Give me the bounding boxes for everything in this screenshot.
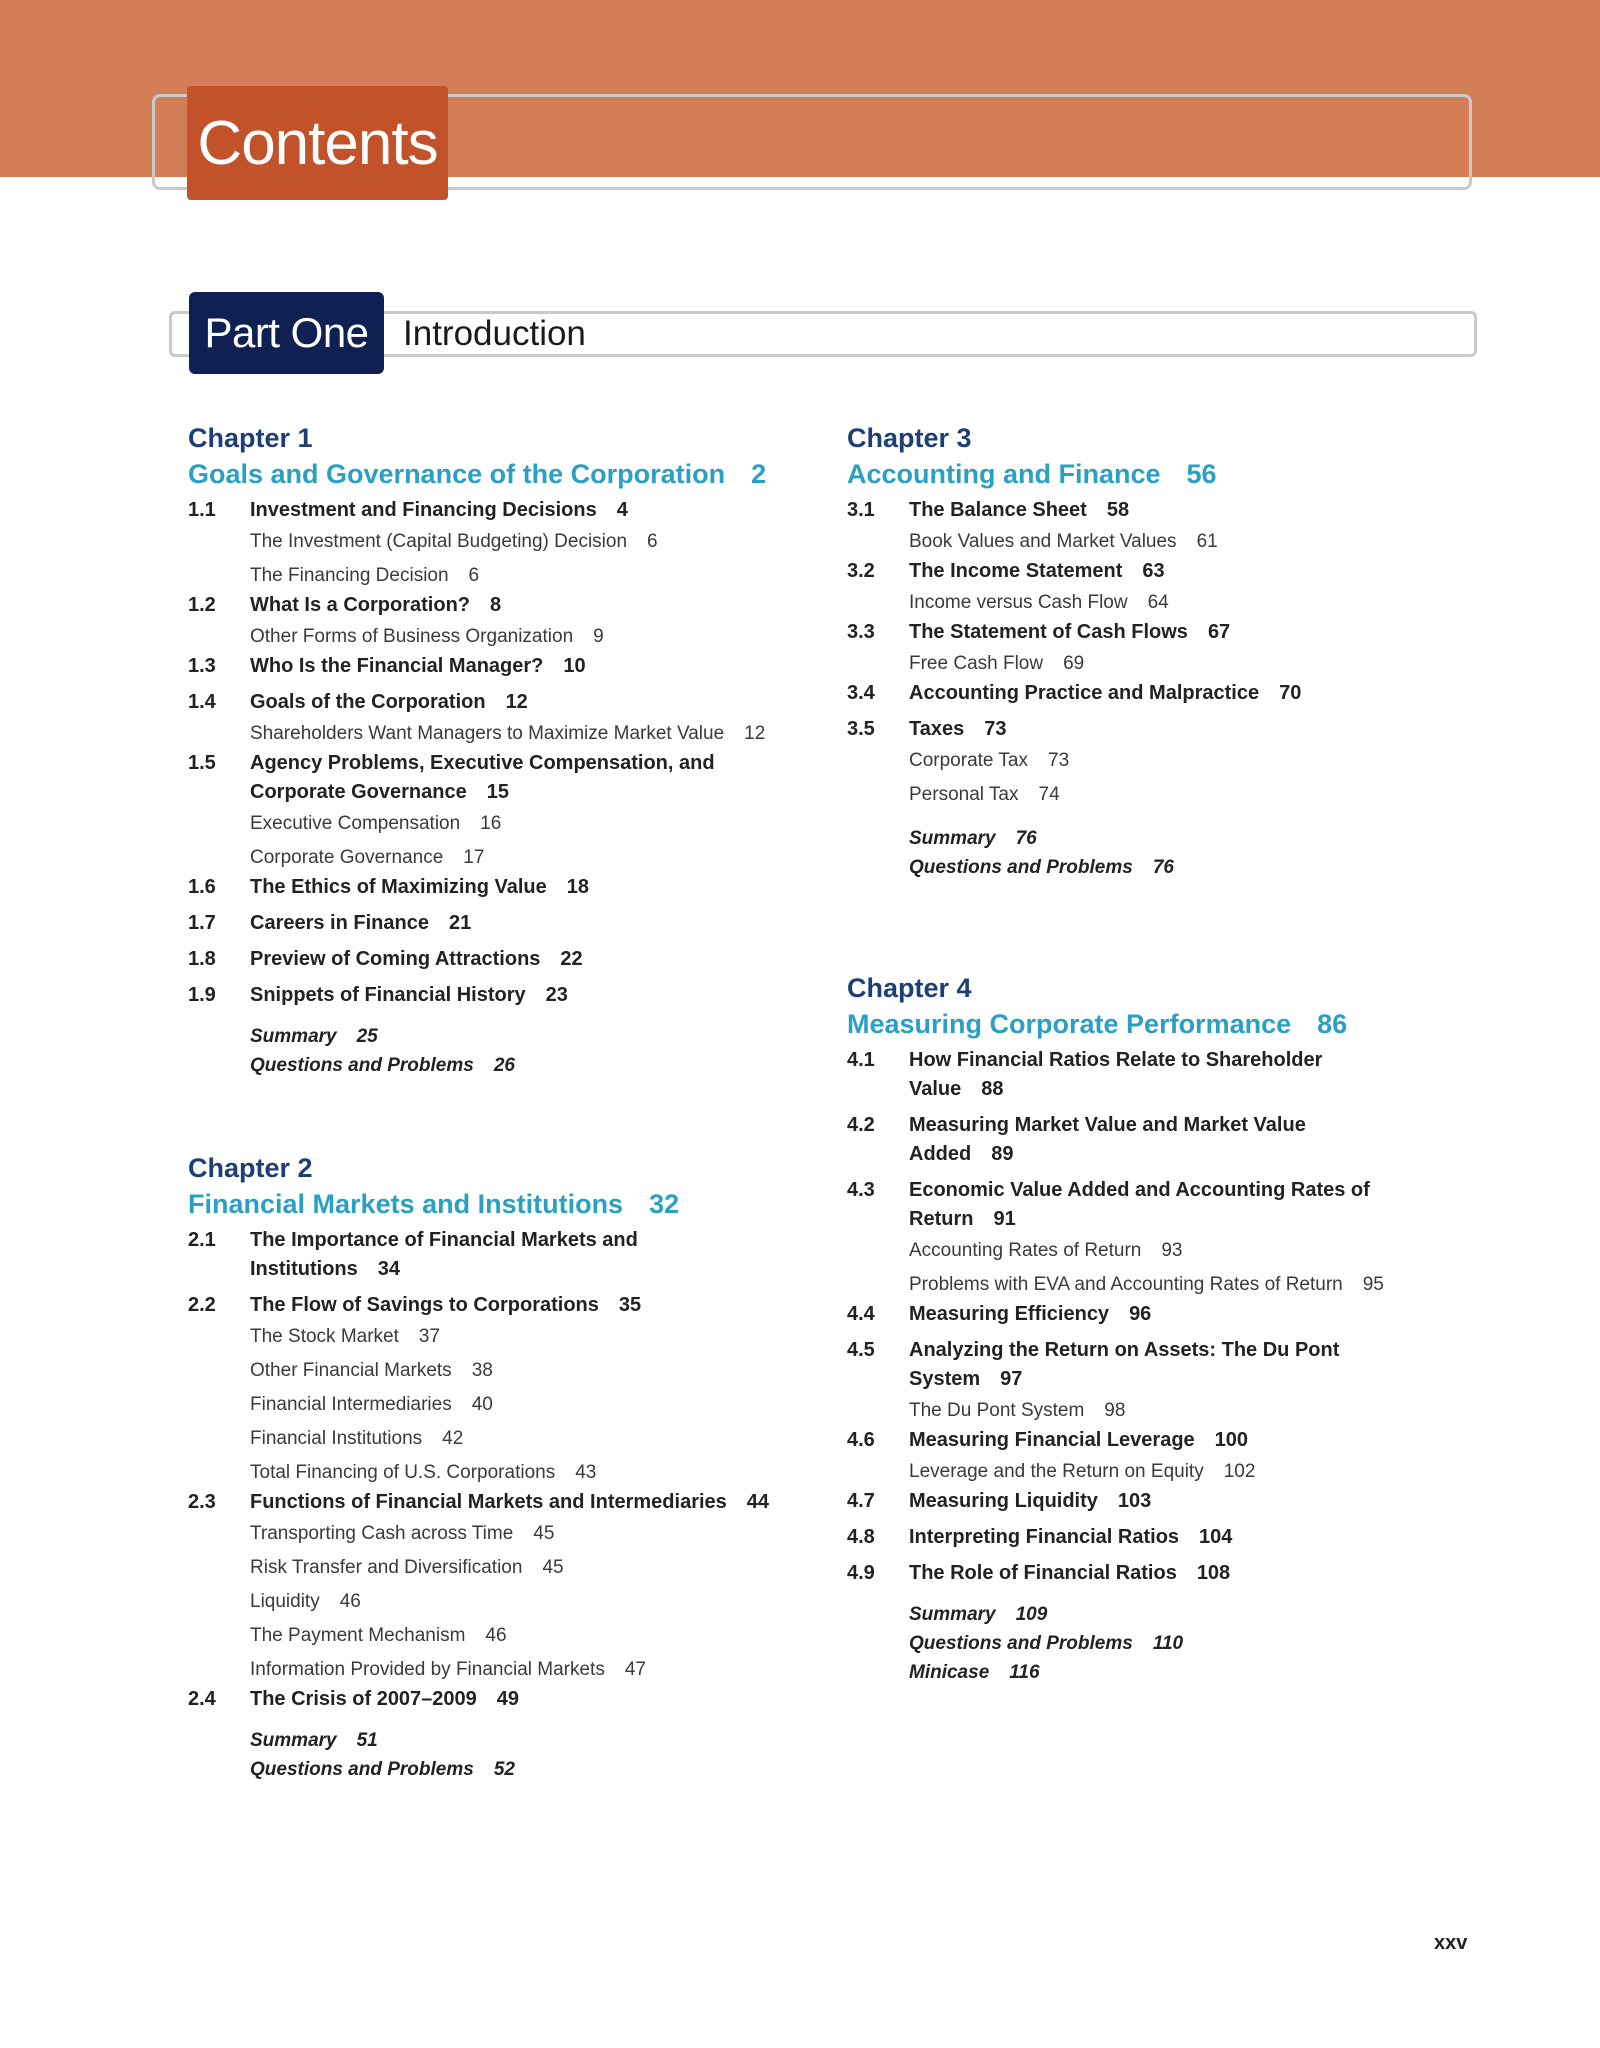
section-page: 18 [566,876,589,898]
subsection-title: Risk Transfer and Diversification [250,1557,523,1578]
toc-subsection [847,1455,1467,1489]
subsection-page: 40 [471,1394,493,1415]
subsection-page: 45 [542,1557,564,1578]
page-number: xxv [1434,1932,1468,1954]
section-number: 3.1 [847,499,875,521]
toc-subsection [188,620,828,654]
subsection-page: 73 [1048,750,1070,771]
toc-subsection [847,1394,1467,1428]
section-title: Agency Problems, Executive Compensation, and Corporate Governance [250,752,715,803]
toc-endmatter [188,1726,828,1755]
section-page: 97 [1000,1368,1023,1390]
toc-subsection [188,1388,828,1422]
endmatter-title: Summary [909,1604,996,1625]
section-page: 67 [1207,621,1231,643]
toc-endmatter [188,1755,828,1784]
endmatter-page: 26 [493,1055,515,1076]
section-number: 4.2 [847,1114,875,1136]
chapter-label: Chapter 3 [847,423,972,453]
toc-section [847,557,1429,586]
section-number: 4.8 [847,1526,875,1548]
section-page: 63 [1142,560,1165,582]
subsection-title: Total Financing of U.S. Corporations [250,1462,556,1483]
toc-endmatter [847,1629,1467,1658]
toc-section [188,981,770,1010]
chapter-page: 86 [1317,1009,1348,1039]
toc-section [847,1046,1379,1104]
toc-endmatter [847,1658,1467,1687]
section-page: 22 [560,948,583,970]
toc-subsection [847,586,1467,620]
section-page: 96 [1129,1303,1152,1325]
section-page: 91 [993,1208,1016,1230]
section-number: 4.4 [847,1303,875,1325]
chapter-label: Chapter 4 [847,973,972,1003]
section-page: 108 [1196,1562,1231,1584]
section-page: 21 [448,912,472,934]
chapter-1-block [188,420,828,1080]
toc-section [188,1226,770,1284]
toc-section [847,1426,1379,1455]
subsection-page: 45 [533,1523,555,1544]
toc-section [847,1300,1379,1329]
endmatter-page: 76 [1152,857,1174,878]
section-page: 73 [984,718,1007,740]
subsection-title: Accounting Rates of Return [909,1240,1142,1261]
section-page: 8 [490,594,502,616]
section-title: Measuring Efficiency [909,1303,1110,1325]
endmatter-title: Questions and Problems [909,857,1133,878]
endmatter-title: Questions and Problems [250,1759,474,1780]
subsection-page: 12 [744,723,766,744]
section-title: The Flow of Savings to Corporations [250,1294,599,1316]
section-title: The Role of Financial Ratios [909,1562,1177,1584]
page-title: Contents [187,86,448,200]
subsection-title: Executive Compensation [250,813,461,834]
section-title: Functions of Financial Markets and Intermediaries [250,1491,727,1513]
subsection-title: Other Financial Markets [250,1360,452,1381]
chapter-title-text: Measuring Corporate Performance [847,1009,1292,1039]
toc-endmatter [847,1600,1467,1629]
section-title: The Statement of Cash Flows [909,621,1188,643]
toc-section [847,679,1429,708]
section-number: 4.5 [847,1339,875,1361]
subsection-page: 47 [624,1659,646,1680]
toc-subsection [847,1234,1467,1268]
section-title: How Financial Ratios Relate to Shareholder Value [909,1049,1323,1100]
section-page: 103 [1117,1490,1152,1512]
toc-section [847,715,1429,744]
chapter-page: 2 [751,459,767,489]
chapter-title [847,1006,1467,1042]
subsection-page: 43 [575,1462,597,1483]
toc-section [847,1559,1379,1588]
section-title: The Balance Sheet [909,499,1087,521]
subsection-title: The Payment Mechanism [250,1625,466,1646]
section-title: Measuring Market Value and Market Value Added [909,1114,1306,1165]
subsection-page: 9 [593,626,604,647]
section-number: 4.1 [847,1049,875,1071]
section-page: 88 [981,1078,1004,1100]
subsection-title: The Financing Decision [250,565,449,586]
section-page: 100 [1214,1429,1249,1451]
section-title: Taxes [909,718,965,740]
subsection-page: 6 [647,531,658,552]
toc-subsection [847,744,1467,778]
endmatter-title: Questions and Problems [250,1055,474,1076]
subsection-page: 69 [1063,653,1085,674]
section-page: 23 [545,984,568,1006]
chapter-title [188,1186,828,1222]
section-number: 3.4 [847,682,875,704]
subsection-page: 16 [480,813,502,834]
toc-section [847,1336,1379,1394]
chapter-title [188,456,828,492]
toc-subsection [188,1456,828,1490]
toc-subsection [847,778,1467,812]
section-title: The Ethics of Maximizing Value [250,876,547,898]
section-page: 89 [991,1143,1014,1165]
section-number: 4.6 [847,1429,875,1451]
section-title: Careers in Finance [250,912,429,934]
subsection-page: 42 [442,1428,464,1449]
endmatter-title: Summary [250,1730,337,1751]
section-title: The Crisis of 2007–2009 [250,1688,477,1710]
section-number: 4.3 [847,1179,875,1201]
section-page: 104 [1199,1526,1233,1548]
section-number: 3.5 [847,718,875,740]
subsection-title: Financial Institutions [250,1428,423,1449]
toc-subsection [188,525,828,559]
section-page: 4 [616,499,628,521]
toc-subsection [188,807,828,841]
toc-section [188,591,770,620]
section-page: 10 [563,655,586,677]
chapter-page: 32 [649,1189,680,1219]
section-number: 3.2 [847,560,875,582]
toc-section [847,1111,1379,1169]
chapter-title-text: Goals and Governance of the Corporation [188,459,726,489]
chapter-label: Chapter 1 [188,423,313,453]
section-number: 3.3 [847,621,875,643]
toc-subsection [188,841,828,875]
toc-subsection [847,647,1467,681]
subsection-title: Personal Tax [909,784,1019,805]
subsection-page: 98 [1104,1400,1126,1421]
toc-section [188,1488,770,1517]
toc-endmatter [188,1051,828,1080]
section-page: 34 [377,1258,401,1280]
chapter-label: Chapter 2 [188,1153,313,1183]
chapter-title-text: Accounting and Finance [847,459,1161,489]
subsection-title: The Du Pont System [909,1400,1085,1421]
endmatter-page: 25 [356,1026,378,1047]
subsection-page: 93 [1161,1240,1183,1261]
endmatter-title: Summary [909,828,996,849]
section-number: 1.3 [188,655,216,677]
chapter-4-block [847,970,1467,1687]
section-title: Interpreting Financial Ratios [909,1526,1180,1548]
subsection-title: Liquidity [250,1591,320,1612]
subsection-title: Corporate Governance [250,847,444,868]
section-title: Measuring Financial Leverage [909,1429,1195,1451]
subsection-page: 61 [1196,531,1218,552]
toc-section [847,496,1429,525]
section-title: Who Is the Financial Manager? [250,655,544,677]
toc-subsection [188,717,828,751]
part-label: Part One [189,292,384,374]
subsection-page: 6 [468,565,480,586]
section-title: The Income Statement [909,560,1123,582]
toc-subsection [847,525,1467,559]
section-page: 44 [746,1491,770,1513]
toc-endmatter [847,824,1467,853]
section-number: 1.4 [188,691,216,713]
section-number: 2.2 [188,1294,216,1316]
subsection-title: Other Forms of Business Organization [250,626,574,647]
toc-section [188,652,770,681]
subsection-title: The Stock Market [250,1326,399,1347]
toc-subsection [188,1619,828,1653]
subsection-page: 95 [1362,1274,1384,1295]
toc-endmatter [188,1022,828,1051]
toc-subsection [188,1551,828,1585]
section-number: 2.1 [188,1229,216,1251]
chapter-3-block [847,420,1467,882]
section-number: 1.5 [188,752,216,774]
subsection-page: 102 [1223,1461,1256,1482]
section-number: 2.3 [188,1491,216,1513]
toc-section [188,873,770,902]
subsection-title: Book Values and Market Values [909,531,1177,552]
section-number: 4.9 [847,1562,875,1584]
toc-section [847,1487,1379,1516]
chapter-title [847,456,1467,492]
subsection-page: 46 [485,1625,507,1646]
section-number: 4.7 [847,1490,875,1512]
subsection-title: Corporate Tax [909,750,1028,771]
toc-section [847,1176,1379,1234]
part-title: Introduction [403,314,586,353]
toc-subsection [188,1320,828,1354]
subsection-title: Income versus Cash Flow [909,592,1128,613]
section-title: Goals of the Corporation [250,691,486,713]
toc-section [188,1685,770,1714]
section-number: 1.1 [188,499,216,521]
subsection-title: Transporting Cash across Time [250,1523,514,1544]
chapter-page: 56 [1186,459,1217,489]
section-number: 1.6 [188,876,216,898]
section-title: Economic Value Added and Accounting Rates of Return [909,1179,1370,1230]
section-number: 1.7 [188,912,216,934]
section-page: 49 [496,1688,520,1710]
subsection-page: 46 [339,1591,361,1612]
endmatter-page: 109 [1015,1604,1048,1625]
subsection-page: 17 [463,847,485,868]
section-title: Measuring Liquidity [909,1490,1098,1512]
subsection-title: Shareholders Want Managers to Maximize Market Value [250,723,725,744]
subsection-page: 74 [1038,784,1060,805]
subsection-page: 37 [418,1326,441,1347]
section-number: 1.8 [188,948,216,970]
subsection-title: Financial Intermediaries [250,1394,452,1415]
section-number: 1.9 [188,984,216,1006]
toc-section [188,1291,770,1320]
section-title: Investment and Financing Decisions [250,499,597,521]
toc-section [847,618,1429,647]
section-title: Accounting Practice and Malpractice [909,682,1260,704]
subsection-title: Free Cash Flow [909,653,1044,674]
subsection-title: Information Provided by Financial Markets [250,1659,605,1680]
section-page: 12 [505,691,528,713]
endmatter-page: 52 [493,1759,515,1780]
toc-section [188,945,770,974]
subsection-title: Problems with EVA and Accounting Rates of Return [909,1274,1343,1295]
toc-section [188,909,770,938]
toc-subsection [847,1268,1467,1302]
chapter-title-text: Financial Markets and Institutions [188,1189,624,1219]
section-title: What Is a Corporation? [250,594,470,616]
section-title: Snippets of Financial History [250,984,526,1006]
endmatter-page: 76 [1015,828,1037,849]
endmatter-page: 116 [1009,1662,1040,1683]
toc-section [188,688,770,717]
toc-section [188,496,770,525]
section-page: 35 [618,1294,642,1316]
chapter-2-block [188,1150,828,1784]
endmatter-title: Questions and Problems [909,1633,1133,1654]
section-title: Preview of Coming Attractions [250,948,541,970]
toc-section [188,749,770,807]
toc-subsection [188,1653,828,1687]
toc-subsection [188,1422,828,1456]
toc-endmatter [847,853,1467,882]
endmatter-page: 110 [1152,1633,1184,1654]
section-page: 15 [486,781,509,803]
section-page: 58 [1106,499,1130,521]
toc-subsection [188,1517,828,1551]
subsection-title: Leverage and the Return on Equity [909,1461,1204,1482]
toc-subsection [188,559,828,593]
toc-subsection [188,1585,828,1619]
toc-subsection [188,1354,828,1388]
endmatter-page: 51 [356,1730,378,1751]
subsection-page: 38 [471,1360,493,1381]
section-title: The Importance of Financial Markets and Institutions [250,1229,638,1280]
subsection-page: 64 [1147,592,1169,613]
endmatter-title: Summary [250,1026,337,1047]
subsection-title: The Investment (Capital Budgeting) Decision [250,531,628,552]
section-page: 70 [1279,682,1302,704]
endmatter-title: Minicase [909,1662,990,1683]
section-number: 2.4 [188,1688,216,1710]
toc-section [847,1523,1379,1552]
section-number: 1.2 [188,594,216,616]
section-title: Analyzing the Return on Assets: The Du Pont System [909,1339,1340,1390]
